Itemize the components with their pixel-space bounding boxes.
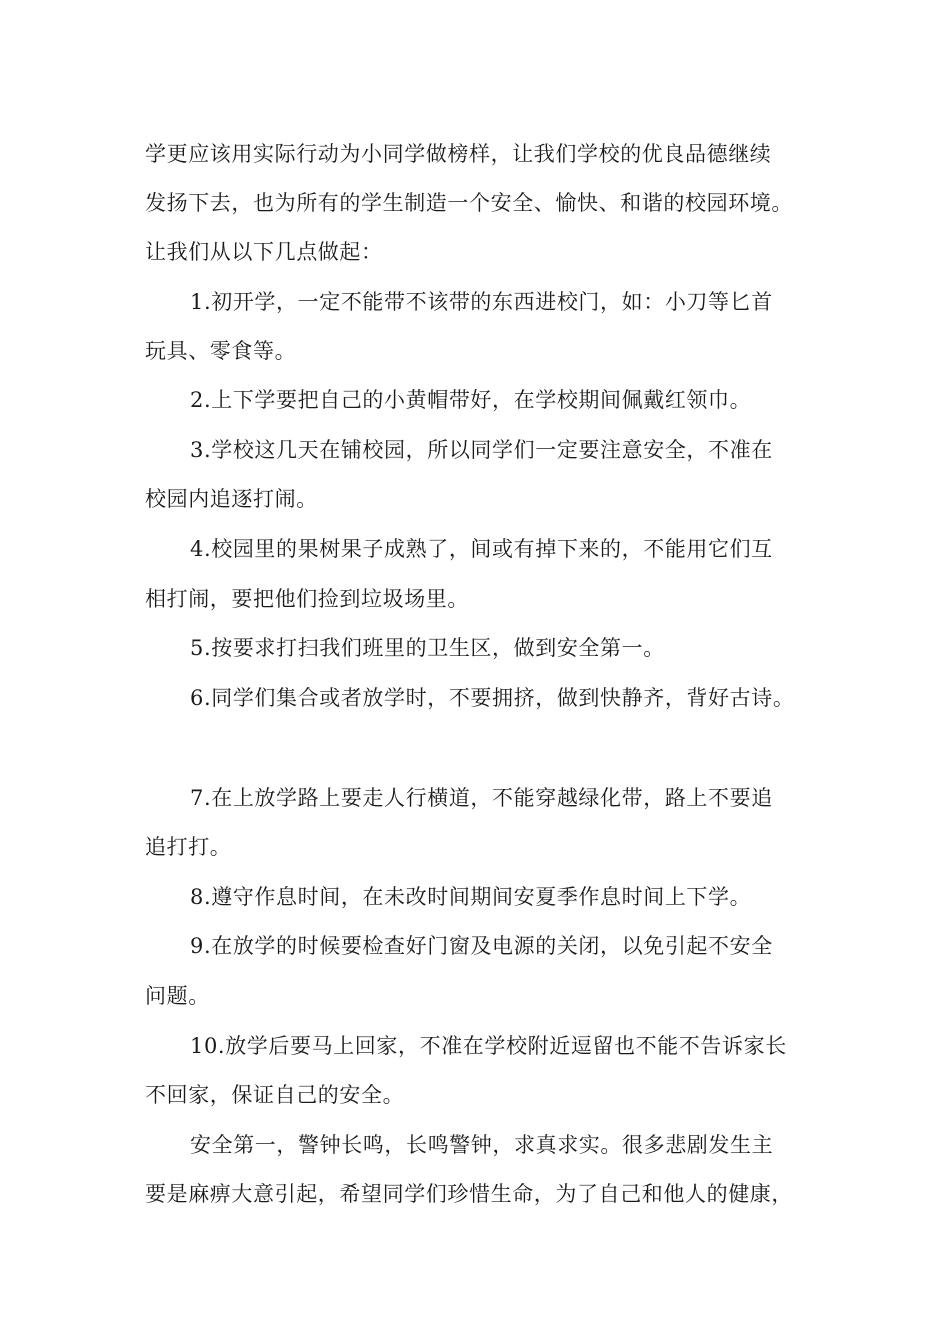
list-item-10-line-2: 不回家，保证自己的安全。 (145, 1083, 405, 1107)
closing-paragraph-line-1: 安全第一，警钟长鸣，长鸣警钟，求真求实。很多悲剧发生主 (190, 1133, 774, 1157)
list-item-5: 5.按要求打扫我们班里的卫生区，做到安全第一。 (190, 636, 665, 660)
list-item-4-line-1: 4.校园里的果树果子成熟了，间或有掉下来的，不能用它们互 (190, 537, 773, 561)
list-item-1-line-1: 1.初开学，一定不能带不该带的东西进校门，如：小刀等匕首 (190, 290, 773, 314)
list-item-2: 2.上下学要把自己的小黄帽带好，在学校期间佩戴红领巾。 (190, 388, 752, 412)
list-item-8: 8.遵守作息时间，在未改时间期间安夏季作息时间上下学。 (190, 885, 752, 909)
text-line: 发扬下去，也为所有的学生制造一个安全、愉快、和谐的校园环境。 (145, 191, 793, 215)
list-item-3-line-1: 3.学校这几天在铺校园，所以同学们一定要注意安全，不准在 (190, 438, 773, 462)
list-item-6: 6.同学们集合或者放学时，不要拥挤，做到快静齐，背好古诗。 (190, 686, 795, 710)
list-item-7-line-1: 7.在上放学路上要走人行横道，不能穿越绿化带，路上不要追 (190, 786, 773, 810)
list-item-10-line-1: 10.放学后要马上回家，不准在学校附近逗留也不能不告诉家长 (190, 1034, 787, 1058)
list-item-1-line-2: 玩具、零食等。 (145, 339, 297, 363)
list-item-9-line-1: 9.在放学的时候要检查好门窗及电源的关闭，以免引起不安全 (190, 934, 773, 958)
list-item-4-line-2: 相打闹，要把他们捡到垃圾场里。 (145, 587, 469, 611)
closing-paragraph-line-2: 要是麻痹大意引起，希望同学们珍惜生命，为了自己和他人的健康， (145, 1182, 793, 1206)
list-item-7-line-2: 追打打。 (145, 835, 232, 859)
list-item-9-line-2: 问题。 (145, 984, 210, 1008)
text-line: 学更应该用实际行动为小同学做榜样，让我们学校的优良品德继续 (145, 142, 772, 166)
text-line: 让我们从以下几点做起： (145, 240, 383, 264)
list-item-3-line-2: 校园内追逐打闹。 (145, 487, 318, 511)
